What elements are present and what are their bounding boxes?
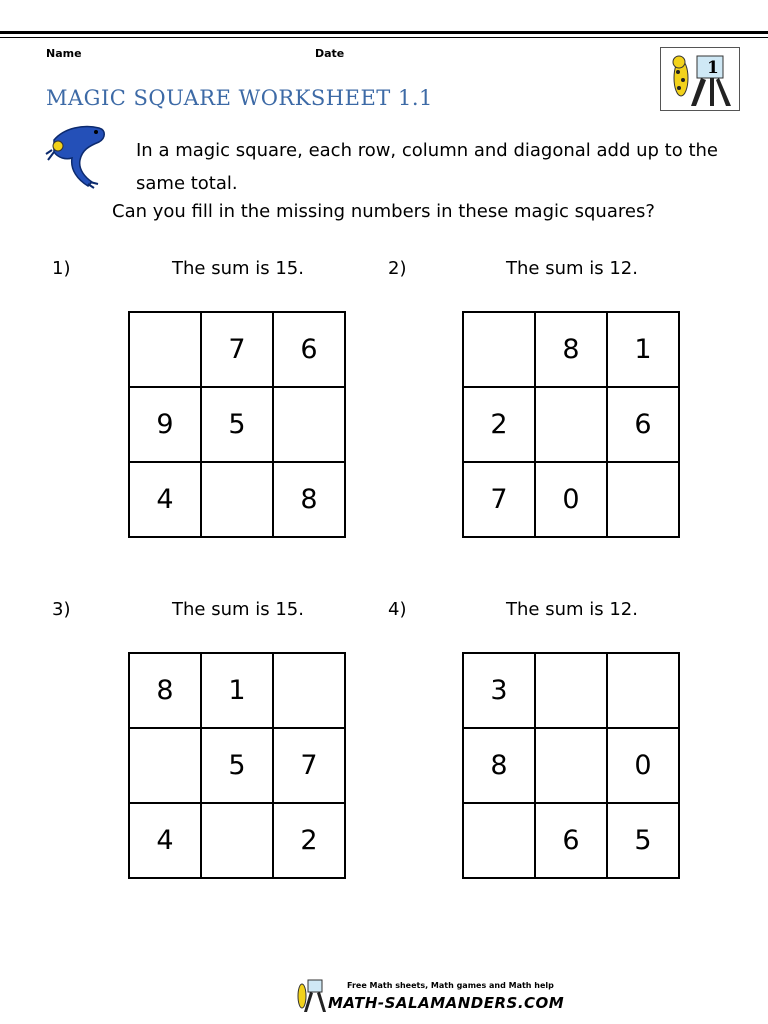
top-rule-thin	[0, 37, 768, 38]
magic-square-1	[128, 311, 346, 538]
top-rule	[0, 31, 768, 34]
magic-square-4	[462, 652, 680, 879]
grid-cell[interactable]: 1	[607, 312, 679, 387]
grid-cell[interactable]: 5	[607, 803, 679, 878]
grid-cell[interactable]: 7	[273, 728, 345, 803]
problem-sum: The sum is 15.	[172, 258, 304, 279]
grid-cell[interactable]	[607, 653, 679, 728]
grid-cell[interactable]: 3	[463, 653, 535, 728]
problem-number: 2)	[388, 258, 407, 279]
intro-text: In a magic square, each row, column and diagonal add up to the same total.	[136, 140, 718, 194]
grid-cell[interactable]: 6	[535, 803, 607, 878]
grid-cell[interactable]: 4	[129, 462, 201, 537]
grid-cell[interactable]: 7	[201, 312, 273, 387]
grid-cell[interactable]: 8	[129, 653, 201, 728]
salamander-easel-icon	[661, 48, 739, 110]
grid-cell[interactable]	[129, 728, 201, 803]
worksheet-title: MAGIC SQUARE WORKSHEET 1.1	[46, 86, 433, 110]
footer-salamander-logo-icon	[292, 978, 328, 1014]
blue-salamander-icon	[44, 120, 114, 190]
grid-cell[interactable]: 2	[463, 387, 535, 462]
grid-cell[interactable]: 1	[201, 653, 273, 728]
grid-cell[interactable]	[463, 312, 535, 387]
grid-cell[interactable]	[607, 462, 679, 537]
grid-cell[interactable]	[201, 803, 273, 878]
problem-number: 1)	[52, 258, 71, 279]
grid-cell[interactable]	[535, 653, 607, 728]
footer-tagline: Free Math sheets, Math games and Math help	[347, 981, 554, 990]
problem-sum: The sum is 12.	[506, 599, 638, 620]
problem-number: 4)	[388, 599, 407, 620]
grid-cell[interactable]: 2	[273, 803, 345, 878]
grid-cell[interactable]	[273, 387, 345, 462]
problem-sum: The sum is 12.	[506, 258, 638, 279]
problem-sum: The sum is 15.	[172, 599, 304, 620]
grid-cell[interactable]: 0	[535, 462, 607, 537]
grid-cell[interactable]: 7	[463, 462, 535, 537]
grid-cell[interactable]	[535, 387, 607, 462]
grid-cell[interactable]: 6	[607, 387, 679, 462]
problem-number: 3)	[52, 599, 71, 620]
grid-cell[interactable]	[129, 312, 201, 387]
grid-cell[interactable]	[273, 653, 345, 728]
grid-cell[interactable]: 0	[607, 728, 679, 803]
grid-cell[interactable]: 5	[201, 728, 273, 803]
magic-square-3	[128, 652, 346, 879]
grid-cell[interactable]: 8	[535, 312, 607, 387]
grid-cell[interactable]: 9	[129, 387, 201, 462]
grid-cell[interactable]: 4	[129, 803, 201, 878]
name-label: Name	[46, 47, 82, 60]
date-label: Date	[315, 47, 345, 60]
grid-cell[interactable]	[535, 728, 607, 803]
level-number: 1	[707, 58, 719, 78]
grid-cell[interactable]	[201, 462, 273, 537]
grid-cell[interactable]	[463, 803, 535, 878]
question-text: Can you fill in the missing numbers in these magic squares?	[112, 201, 655, 222]
grid-cell[interactable]: 8	[273, 462, 345, 537]
grid-cell[interactable]: 5	[201, 387, 273, 462]
footer-brand[interactable]: MATH-SALAMANDERS.COM	[328, 994, 565, 1012]
magic-square-2	[462, 311, 680, 538]
grid-cell[interactable]: 8	[463, 728, 535, 803]
grid-cell[interactable]: 6	[273, 312, 345, 387]
level-logo	[660, 47, 740, 111]
